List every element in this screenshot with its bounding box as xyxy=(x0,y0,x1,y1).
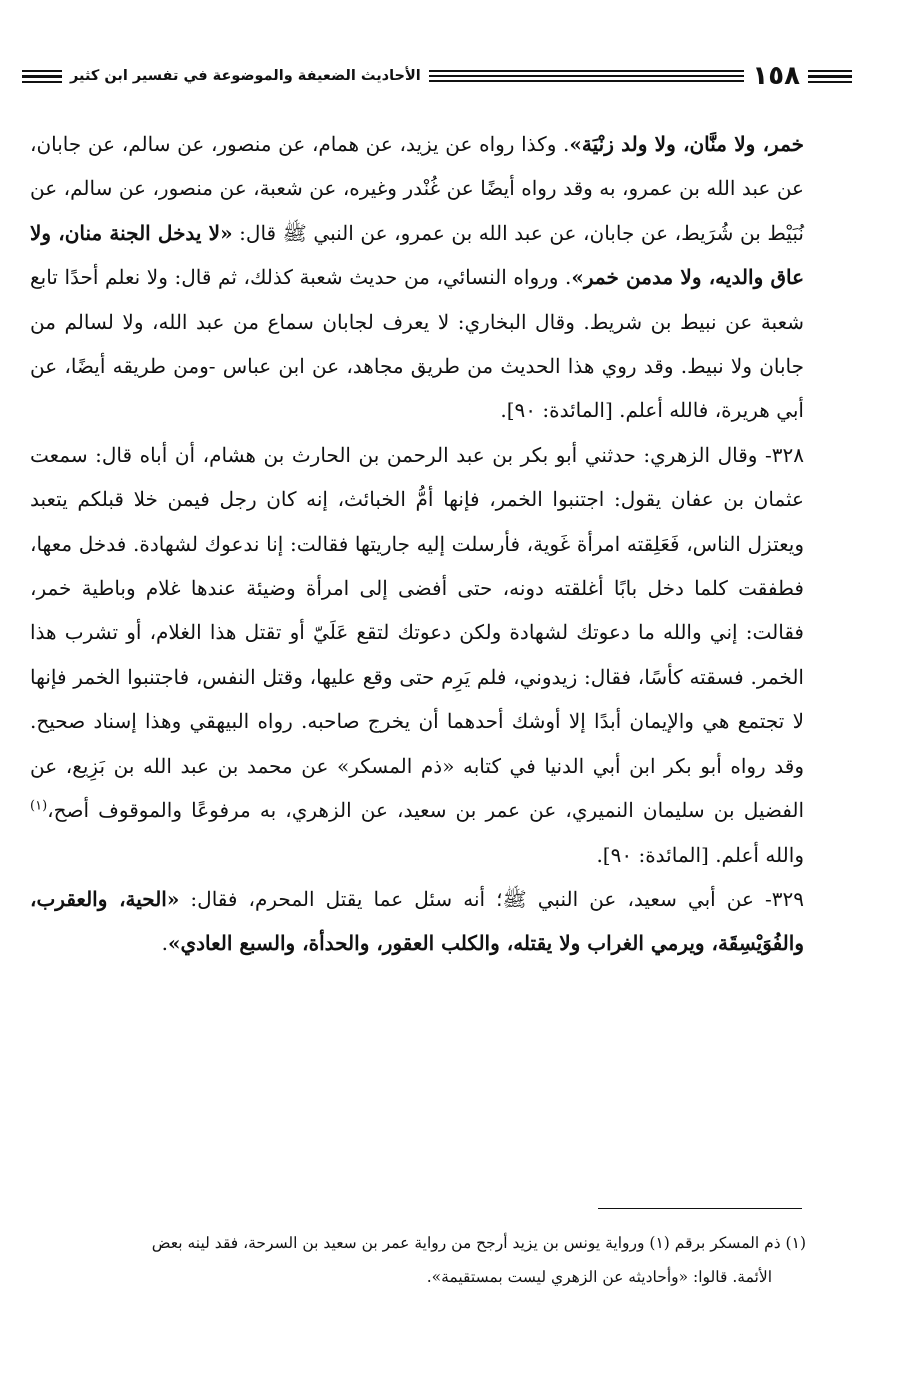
main-text xyxy=(30,122,804,966)
footnotes xyxy=(30,1226,806,1294)
page-header xyxy=(22,56,852,96)
header-ornament-right xyxy=(808,68,852,84)
paragraph-continuation xyxy=(30,122,804,433)
header-ornament-left xyxy=(22,68,62,84)
paragraph-329 xyxy=(30,877,804,966)
running-title: الأحاديث الضعيفة والموضوعة في تفسير ابن كثير xyxy=(70,68,421,84)
paragraph-328 xyxy=(30,433,804,877)
paragraph-text: . وكذا رواه عن يزيد، عن همام، عن منصور، عن سالم، عن جابان، عن عبد الله بن عمرو، به وقد رواه أيضًا عن غُنْدر وغيره، عن شعبة، عن منصور، عن سالم، عن نُبَيْط بن شُرَيط، عن جابان، عن عبد الله بن عمرو، عن النبي ﷺ قال: xyxy=(30,132,805,245)
paragraph-text: . xyxy=(161,931,168,956)
paragraph-text: ٣٢٩- عن أبي سعيد، عن النبي ﷺ؛ أنه سئل عما يقتل المحرم، فقال: xyxy=(179,886,805,911)
paragraph-text: ٣٢٨- وقال الزهري: حدثني أبو بكر بن عبد الرحمن بن الحارث بن هشام، أن أباه قال: سمعت عثمان بن عفان يقول: اجتنبوا الخمر، فإنها أمُّ الخبائث، إنه كان رجل فيمن خلا قبلكم يتعبد ويعتزل الناس، فَعَلِقته امرأة غَوية، فأرسلت إليه جاريتها فقالت: إنا ندعوك لشهادة. فدخل معها، فطفقت كلما دخل بابًا أغلقته دونه، حتى أفضى إلى امرأة وضيئة عندها غلام وباطية خمر، فقالت: إني والله ما دعوتك لشهادة ولكن دعوتك لتقع عَلَيّ أو تقتل هذا الغلام، أو تشرب هذا الخمر. فسقته كأسًا، فقال: زيدوني، فلم يَرِم حتى وقع عليها، وقتل النفس، فاجتنبوا الخمر فإنها لا تجتمع هي والإيمان أبدًا إلا أوشك أحدهما أن يخرج صاحبه. رواه البيهقي وهذا إسناد صحيح. وقد رواه أبو بكر ابن أبي الدنيا في كتابه «ذم المسكر» عن محمد بن عبد الله بن بَزِيع، عن الفضيل بن سليمان النميري، عن عمر بن سعيد، عن الزهري، به مرفوعًا والموقوف أصح، xyxy=(30,442,805,823)
paragraph-text: والله أعلم. [المائدة: ٩٠]. xyxy=(596,842,804,867)
hadith-quote: «الحية، والعقرب، والفُوَيْسِقَة، ويرمي الغراب ولا يقتله، والكلب العقور، والحدأة، والسبع العادي» xyxy=(30,886,804,956)
header-ornament-middle xyxy=(429,68,745,84)
page-number: ١٥٨ xyxy=(752,61,800,91)
footnote-line: (١) ذم المسكر برقم (١) ورواية يونس بن يزيد أرجح من رواية عمر بن سعيد بن السرحة، فقد لينه بعض xyxy=(151,1234,806,1252)
paragraph-text: . ورواه النسائي، من حديث شعبة كذلك، ثم قال: ولا نعلم أحدًا تابع شعبة عن نبيط بن شريط. وقال البخاري: لا يعرف لجابان سماع من عبد الله، ولا لسالم من جابان ولا نبيط. وقد روي هذا الحديث من طريق مجاهد، عن ابن عباس -ومن طريقه أيضًا، عن أبي هريرة، فالله أعلم. [المائدة: ٩٠]. xyxy=(30,265,804,423)
hadith-quote: «لا يدخل الجنة منان، ولا عاق والديه، ولا مدمن خمر» xyxy=(30,220,804,290)
footnote-line: الأئمة. قالوا: «وأحاديثه عن الزهري ليست بمستقيمة». xyxy=(426,1268,772,1286)
footnote-reference[interactable]: (١) xyxy=(30,798,48,814)
hadith-quote: خمر، ولا منَّان، ولا ولد زنْيَة» xyxy=(569,132,805,156)
footnote-separator xyxy=(598,1208,802,1209)
